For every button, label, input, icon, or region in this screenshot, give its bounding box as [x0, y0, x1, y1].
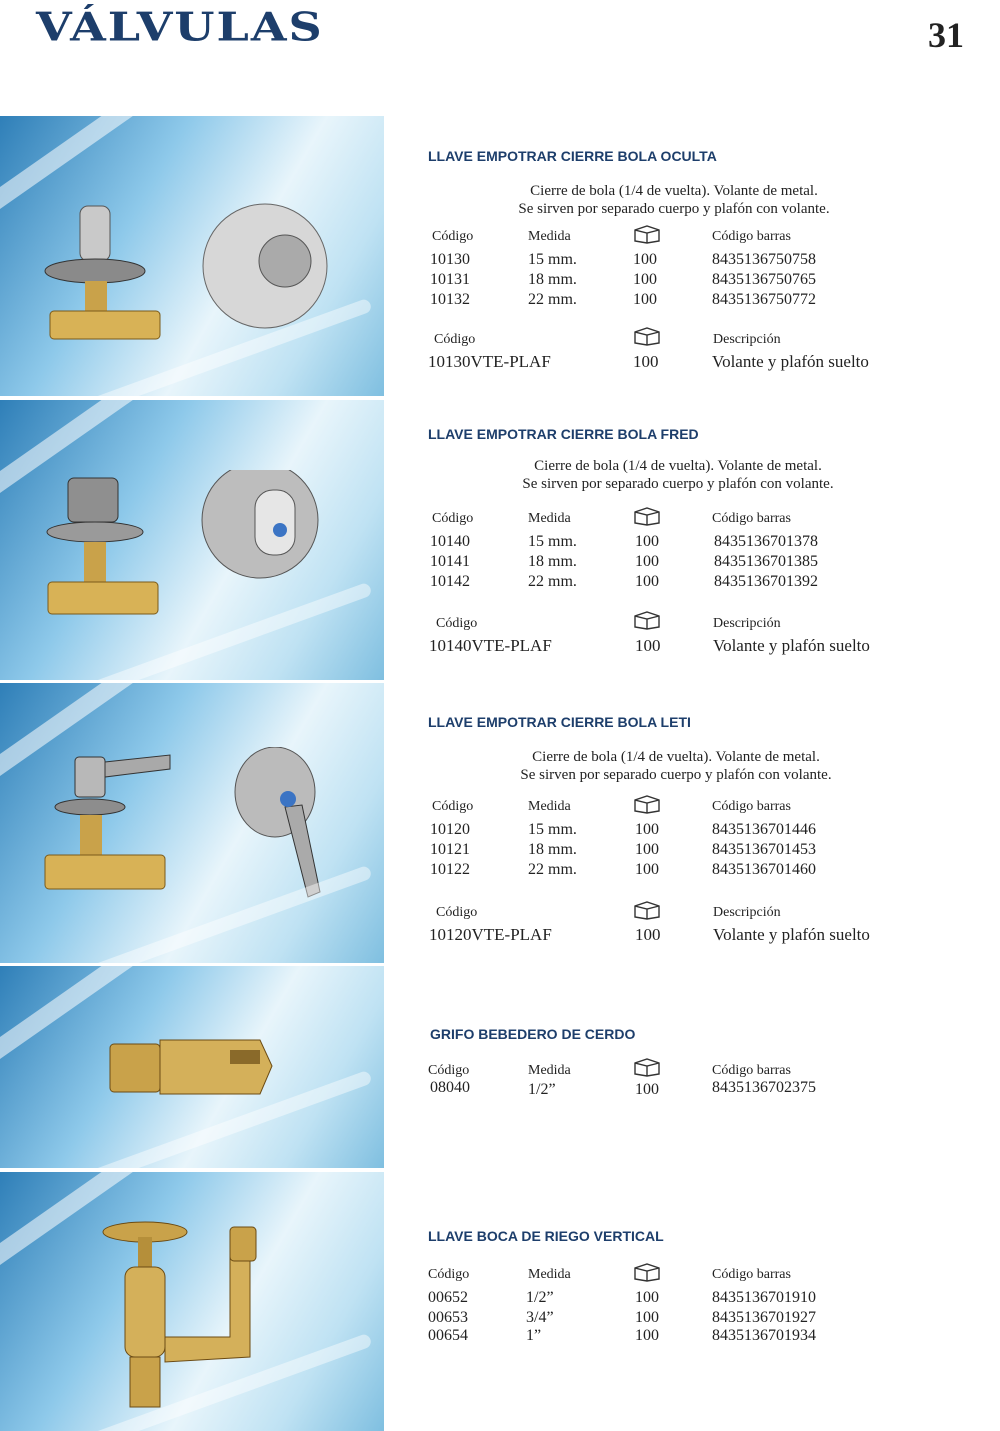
row-code: 10140 [430, 533, 470, 550]
row-qty: 100 [635, 573, 659, 590]
row-code: 10142 [430, 573, 470, 590]
row-qty: 100 [633, 271, 657, 288]
column-header-code: Código [434, 332, 476, 347]
row-qty: 100 [635, 1081, 659, 1098]
row-size: 1” [526, 1327, 542, 1344]
row-code: 10120 [430, 821, 470, 838]
row-code: 00654 [428, 1327, 468, 1344]
row-qty: 100 [635, 821, 659, 838]
column-header-code: Código [432, 229, 474, 244]
row-qty: 100 [633, 251, 657, 268]
row-code: 00653 [428, 1309, 468, 1326]
column-header-size: Medida [528, 1267, 571, 1282]
row-qty: 100 [635, 553, 659, 570]
column-header-barcode: Código barras [712, 1063, 791, 1078]
box-icon [632, 900, 662, 920]
section-title: GRIFO BEBEDERO DE CERDO [430, 1026, 636, 1042]
extra-qty: 100 [635, 636, 661, 655]
column-header-code: Código [436, 616, 478, 631]
section-description-line-1: Cierre de bola (1/4 de vuelta). Volante de metal. [534, 458, 822, 474]
row-size: 22 mm. [528, 573, 577, 590]
extra-code: 10120VTE-PLAF [429, 925, 552, 944]
product-image-panel-2 [0, 400, 384, 680]
row-size: 18 mm. [528, 271, 577, 288]
column-header-code: Código [432, 799, 474, 814]
row-barcode: 8435136701378 [714, 533, 818, 550]
box-icon [632, 1057, 662, 1077]
row-size: 15 mm. [528, 533, 577, 550]
row-barcode: 8435136701392 [714, 573, 818, 590]
row-code: 10131 [430, 271, 470, 288]
row-code: 10141 [430, 553, 470, 570]
section-title: LLAVE EMPOTRAR CIERRE BOLA LETI [428, 714, 691, 730]
row-size: 22 mm. [528, 861, 577, 878]
row-code: 00652 [428, 1289, 468, 1306]
box-icon [632, 224, 662, 244]
column-header-size: Medida [528, 511, 571, 526]
row-size: 18 mm. [528, 841, 577, 858]
row-size: 3/4” [526, 1309, 554, 1326]
column-header-code: Código [428, 1267, 470, 1282]
row-qty: 100 [633, 291, 657, 308]
row-size: 1/2” [526, 1289, 554, 1306]
valve-product-image [40, 470, 340, 670]
extra-description: Volante y plafón suelto [712, 352, 869, 371]
extra-description: Volante y plafón suelto [713, 925, 870, 944]
row-code: 10122 [430, 861, 470, 878]
box-icon [632, 1262, 662, 1282]
extra-code: 10140VTE-PLAF [429, 636, 552, 655]
product-image-panel-5 [0, 1172, 384, 1431]
column-header-size: Medida [528, 799, 571, 814]
extra-qty: 100 [635, 925, 661, 944]
column-header-barcode: Código barras [712, 229, 791, 244]
row-barcode: 8435136750772 [712, 291, 816, 308]
section-description-line-1: Cierre de bola (1/4 de vuelta). Volante de metal. [532, 749, 820, 765]
row-qty: 100 [635, 841, 659, 858]
section-description-line-2: Se sirven por separado cuerpo y plafón con volante. [520, 767, 832, 783]
row-qty: 100 [635, 1289, 659, 1306]
valve-product-image [100, 1036, 290, 1106]
column-header-barcode: Código barras [712, 799, 791, 814]
section-description-line-2: Se sirven por separado cuerpo y plafón con volante. [518, 201, 830, 217]
section-description-line-2: Se sirven por separado cuerpo y plafón con volante. [522, 476, 834, 492]
row-barcode: 8435136701460 [712, 861, 816, 878]
section-title: LLAVE EMPOTRAR CIERRE BOLA OCULTA [428, 148, 717, 164]
column-header-code: Código [432, 511, 474, 526]
section-title: LLAVE EMPOTRAR CIERRE BOLA FRED [428, 426, 699, 442]
box-icon [632, 326, 662, 346]
box-icon [632, 610, 662, 630]
column-header-code: Código [436, 905, 478, 920]
row-barcode: 8435136702375 [712, 1079, 816, 1096]
row-size: 15 mm. [528, 821, 577, 838]
product-image-panel-4 [0, 966, 384, 1168]
box-icon [632, 794, 662, 814]
row-size: 1/2” [528, 1081, 556, 1098]
row-qty: 100 [635, 1327, 659, 1344]
column-header-description: Descripción [713, 616, 781, 631]
row-code: 08040 [430, 1079, 470, 1096]
row-size: 22 mm. [528, 291, 577, 308]
valve-product-image [40, 186, 340, 396]
row-barcode: 8435136750765 [712, 271, 816, 288]
page-number: 31 [928, 15, 964, 55]
page-title: VÁLVULAS [36, 4, 324, 50]
row-code: 10130 [430, 251, 470, 268]
row-size: 15 mm. [528, 251, 577, 268]
extra-description: Volante y plafón suelto [713, 636, 870, 655]
row-code: 10132 [430, 291, 470, 308]
column-header-description: Descripción [713, 332, 781, 347]
product-image-panel-1 [0, 116, 384, 396]
row-barcode: 8435136701453 [712, 841, 816, 858]
column-header-size: Medida [528, 1063, 571, 1078]
row-barcode: 8435136701385 [714, 553, 818, 570]
row-qty: 100 [635, 533, 659, 550]
extra-qty: 100 [633, 352, 659, 371]
row-barcode: 8435136701910 [712, 1289, 816, 1306]
row-qty: 100 [635, 861, 659, 878]
column-header-barcode: Código barras [712, 1267, 791, 1282]
row-barcode: 8435136701927 [712, 1309, 816, 1326]
product-image-panel-3 [0, 683, 384, 963]
column-header-description: Descripción [713, 905, 781, 920]
row-qty: 100 [635, 1309, 659, 1326]
column-header-code: Código [428, 1063, 470, 1078]
row-size: 18 mm. [528, 553, 577, 570]
column-header-size: Medida [528, 229, 571, 244]
extra-code: 10130VTE-PLAF [428, 352, 551, 371]
row-barcode: 8435136701446 [712, 821, 816, 838]
column-header-barcode: Código barras [712, 511, 791, 526]
row-code: 10121 [430, 841, 470, 858]
row-barcode: 8435136701934 [712, 1327, 816, 1344]
box-icon [632, 506, 662, 526]
section-title: LLAVE BOCA DE RIEGO VERTICAL [428, 1228, 664, 1244]
row-barcode: 8435136750758 [712, 251, 816, 268]
valve-product-image [40, 747, 340, 947]
section-description-line-1: Cierre de bola (1/4 de vuelta). Volante de metal. [530, 183, 818, 199]
valve-product-image [90, 1217, 290, 1427]
